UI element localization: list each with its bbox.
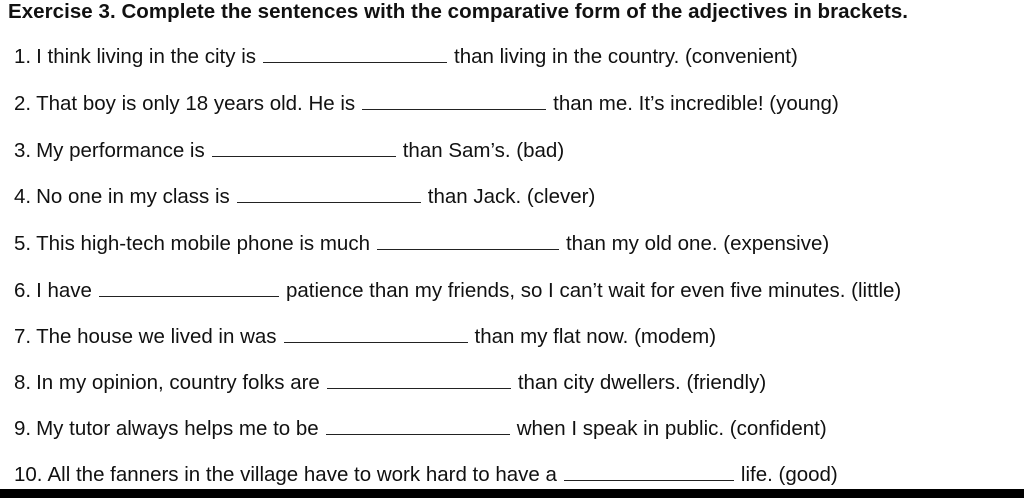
exercise-item-4 — [14, 184, 595, 210]
item-text-after: than me. It’s incredible! (young) — [553, 92, 839, 115]
item-number: 8. — [14, 371, 32, 394]
exercise-title: Exercise 3. Complete the sentences with the comparative form of the adjectives in brackets. — [8, 0, 909, 23]
exercise-item-3 — [14, 138, 564, 164]
answer-blank[interactable] — [263, 44, 447, 63]
answer-blank[interactable] — [212, 138, 396, 157]
item-number: 7. — [14, 325, 32, 348]
exercise-item-2 — [14, 91, 839, 117]
item-text-before: My performance is — [36, 139, 205, 162]
item-number: 10. — [14, 463, 43, 486]
exercise-item-8 — [14, 370, 766, 396]
answer-blank[interactable] — [326, 416, 510, 435]
item-text-after: life. (good) — [740, 463, 838, 486]
answer-blank[interactable] — [377, 231, 559, 250]
answer-blank[interactable] — [237, 184, 421, 203]
item-number: 9. — [14, 417, 32, 440]
item-text-after: when I speak in public. (confident) — [516, 417, 827, 440]
item-text-before: I think living in the city is — [36, 45, 257, 68]
item-text-before: My tutor always helps me to be — [36, 417, 319, 440]
item-number: 4. — [14, 185, 32, 208]
item-text-before: No one in my class is — [36, 185, 230, 208]
exercise-item-1 — [14, 44, 798, 70]
answer-blank[interactable] — [99, 278, 279, 297]
item-text-after: than my old one. (expensive) — [565, 232, 830, 255]
bottom-edge-bar — [0, 489, 1024, 498]
exercise-item-7 — [14, 324, 716, 350]
item-text-after: than living in the country. (convenient) — [454, 45, 798, 68]
answer-blank[interactable] — [327, 370, 511, 389]
item-text-after: than city dwellers. (friendly) — [517, 371, 767, 394]
item-number: 5. — [14, 232, 32, 255]
answer-blank[interactable] — [564, 462, 734, 481]
item-text-before: I have — [36, 279, 92, 302]
item-number: 2. — [14, 92, 32, 115]
item-text-before: The house we lived in was — [36, 325, 277, 348]
item-text-after: than my flat now. (modem) — [474, 325, 717, 348]
item-number: 6. — [14, 279, 32, 302]
exercise-item-10 — [14, 462, 838, 488]
item-text-after: patience than my friends, so I can’t wait for even five minutes. (little) — [285, 279, 902, 302]
item-text-before: That boy is only 18 years old. He is — [36, 92, 356, 115]
item-number: 1. — [14, 45, 32, 68]
exercise-item-5 — [14, 231, 829, 257]
answer-blank[interactable] — [284, 324, 468, 343]
item-text-after: than Sam’s. (bad) — [402, 139, 565, 162]
exercise-item-6 — [14, 278, 901, 304]
item-text-before: This high-tech mobile phone is much — [36, 232, 370, 255]
item-number: 3. — [14, 139, 32, 162]
item-text-after: than Jack. (clever) — [427, 185, 596, 208]
item-text-before: In my opinion, country folks are — [36, 371, 320, 394]
answer-blank[interactable] — [362, 91, 546, 110]
item-text-before: All the fanners in the village have to work hard to have a — [47, 463, 557, 486]
exercise-item-9 — [14, 416, 827, 442]
